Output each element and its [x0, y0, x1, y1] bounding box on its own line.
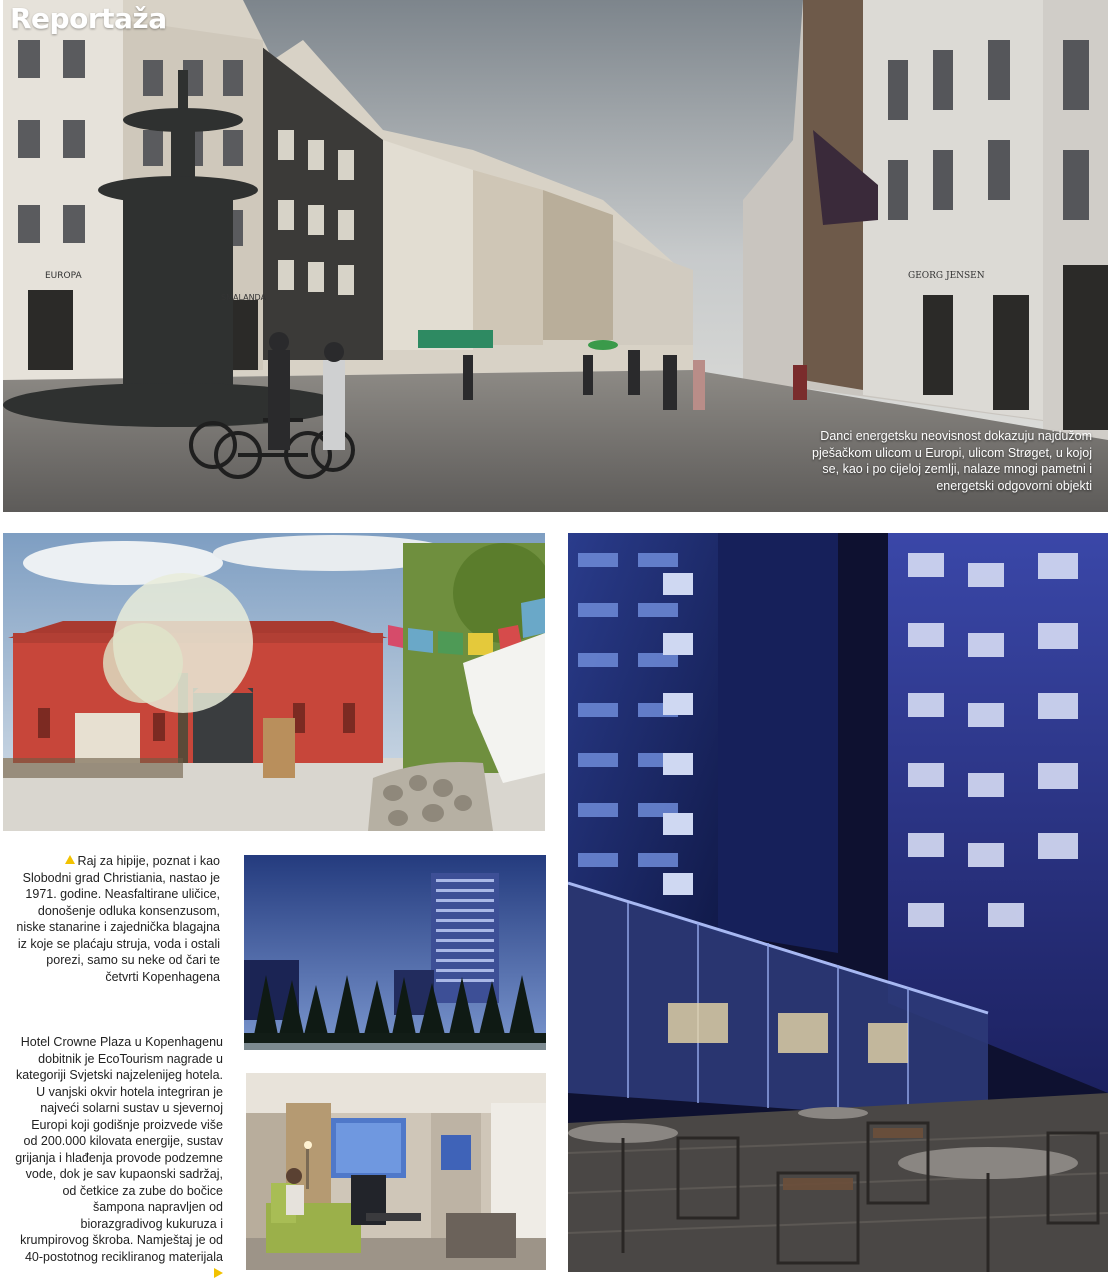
caption-stroget: Danci energetsku neovisnost dokazuju najdužom pješačkom ulicom u Europi, ulicom Strøget, u kojoj se, kao i po cijeloj zemlji, nalaze mnogi pametni i energetski odgovorni objekti — [812, 429, 1092, 493]
caption-christiania: Raj za hipije, poznat i kao Slobodni grad Christiania, nastao je 1971. godine. Neasfaltirane uličice, donošenje odluka konsenzusom, niske stanarine i zajednička blagajna iz koje se plaćaju struja, voda i ostali porezi, samo su neke od čari te četvrti Kopenhagena — [16, 854, 220, 984]
caption-hotel-block — [15, 1034, 223, 1282]
photo-crowne-plaza-exterior — [244, 855, 546, 1050]
triangle-right-icon — [214, 1268, 223, 1278]
shop-sign-right: GEORG JENSEN — [908, 271, 985, 281]
photo-hotel-room — [246, 1073, 546, 1270]
photo-christiania — [3, 533, 545, 831]
shop-sign-left: EUROPA — [45, 271, 82, 281]
caption-hotel: Hotel Crowne Plaza u Kopenhagenu dobitnik je EcoTourism nagrade u kategoriji Svjetski najzelenijeg hotela. U vanjski okvir hotela integriran je najveći solarni sustav u sjevernoj Europi koji godišnje proizvede više od 200.000 kilovata energije, sustav grijanja i hlađenja provode podzemne vode, dok je sav kupaonski sadržaj, od četkice za zube do bočice šampona napravljen od biorazgradivog kukuruza i krumpirovog škroba. Namještaj je od 40-postotnog recikliranog materijala — [15, 1035, 223, 1264]
section-label: Reportaža — [10, 2, 167, 35]
triangle-up-icon — [65, 855, 75, 864]
photo-crowne-plaza-terrace — [568, 533, 1108, 1272]
shop-sign-left2: SMALANDA — [221, 293, 267, 302]
caption-christiania-block — [15, 853, 220, 985]
